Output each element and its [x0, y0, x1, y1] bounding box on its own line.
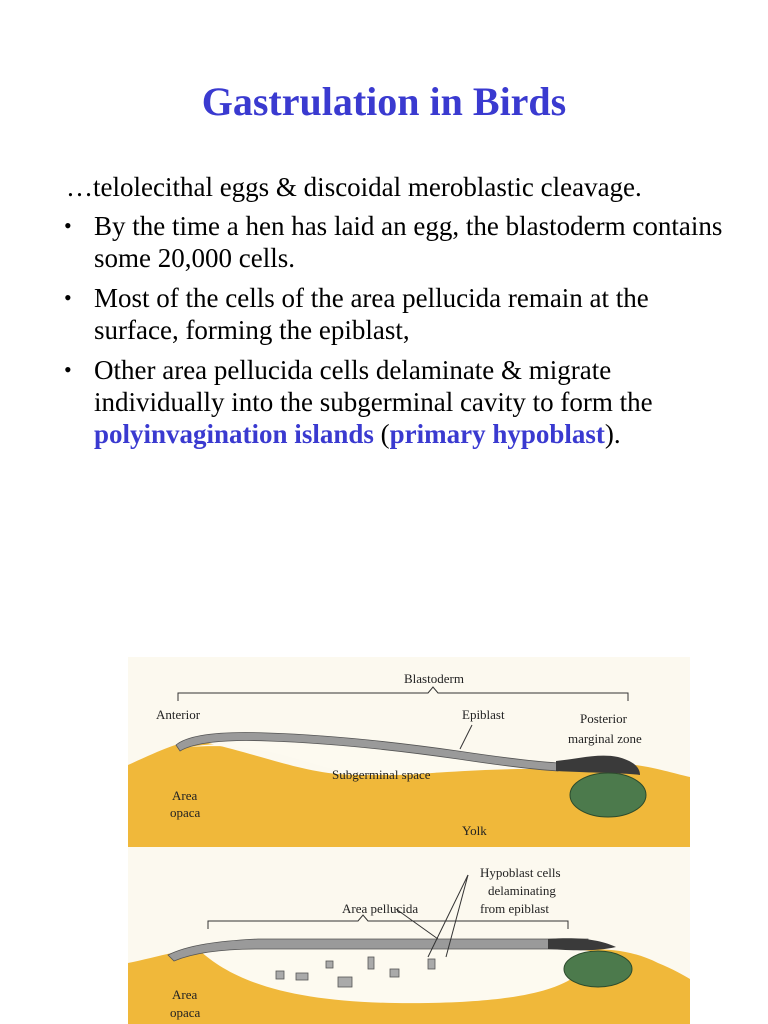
bullet-item [64, 210, 724, 274]
label-anterior: Anterior [156, 707, 201, 722]
area-pellucida-bracket [208, 915, 568, 929]
bullet-list [64, 210, 724, 458]
bullet-text: ). [604, 419, 621, 449]
label-posterior-1: Posterior [580, 711, 627, 726]
label-area-2-bottom: opaca [170, 1005, 201, 1020]
green-mass-top [570, 773, 646, 817]
top-panel [128, 671, 690, 847]
island-cell [368, 957, 374, 969]
bullet-dot: • [64, 213, 72, 238]
highlight-term: primary hypoblast [389, 419, 605, 449]
label-yolk: Yolk [462, 823, 487, 838]
label-hypo-1: Hypoblast cells [480, 865, 561, 880]
leader-epiblast [460, 725, 472, 749]
highlight-term: polyinvagination islands [94, 419, 374, 449]
marginal-zone-bottom [548, 938, 616, 950]
label-hypo-3: from epiblast [480, 901, 549, 916]
bullet-text: Most of the cells of the area pellucida remain at the surface, forming the epiblast, [94, 283, 649, 345]
label-area-2: opaca [170, 805, 201, 820]
label-area-pellucida: Area pellucida [342, 901, 419, 916]
island-cell [428, 959, 435, 969]
bottom-panel [128, 865, 690, 1024]
island-cell [390, 969, 399, 977]
label-posterior-2: marginal zone [568, 731, 642, 746]
green-mass-bottom [564, 951, 632, 987]
bullet-dot: • [64, 285, 72, 310]
intro-line: …telolecithal eggs & discoidal meroblastic cleavage. [66, 172, 642, 202]
diagram-svg [128, 657, 690, 1024]
label-area-1-bottom: Area [172, 987, 198, 1002]
island-cell [276, 971, 284, 979]
island-cell [296, 973, 308, 980]
slide-title: Gastrulation in Birds [201, 79, 567, 124]
label-blastoderm: Blastoderm [404, 671, 464, 686]
island-cell [338, 977, 352, 987]
bullet-item [64, 354, 724, 450]
bullet-text: ( [373, 419, 390, 449]
bullet-item [64, 282, 724, 346]
bullet-dot: • [64, 357, 72, 382]
blastoderm-bracket [178, 687, 628, 701]
label-hypo-2: delaminating [488, 883, 556, 898]
bullet-text: Other area pellucida cells delaminate & migrate individually into the subgerminal cavity to form the [94, 355, 653, 417]
island-cell [326, 961, 333, 968]
blastoderm-diagram [128, 657, 690, 1024]
label-epiblast: Epiblast [462, 707, 505, 722]
label-area-1: Area [172, 788, 198, 803]
label-subgerminal: Subgerminal space [332, 767, 431, 782]
bullet-text: By the time a hen has laid an egg, the blastoderm contains some 20,000 cells. [94, 211, 723, 273]
